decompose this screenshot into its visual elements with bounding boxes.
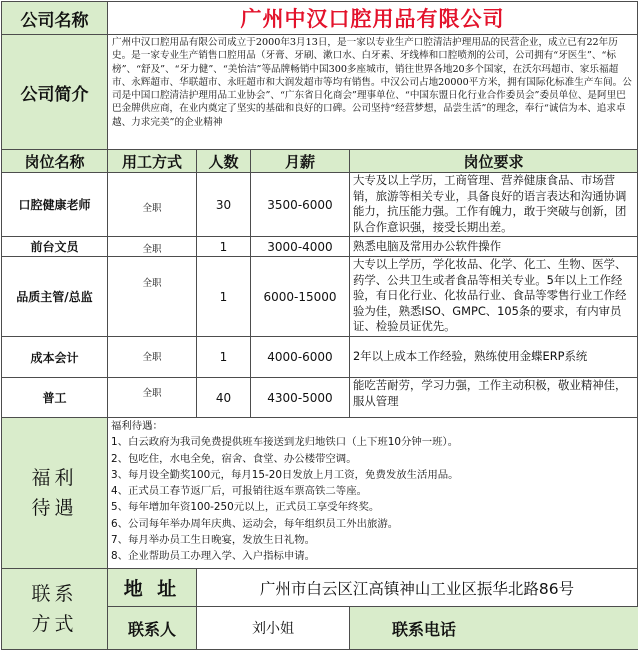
- company-name-label: 公司名称: [2, 2, 108, 35]
- company-intro-row: [2, 35, 638, 150]
- jobs-header-row: [2, 150, 638, 173]
- address-label: 地 址: [108, 569, 197, 607]
- job-row: [2, 378, 638, 418]
- benefits-label: [2, 418, 108, 569]
- job-row: [2, 257, 638, 337]
- benefit-item: 8、企业帮助员工办理入学、入户指标申请。: [111, 550, 316, 563]
- company-intro-label: 公司简介: [2, 35, 108, 150]
- contact-person-label: 联系人: [108, 607, 197, 650]
- job-row: [2, 337, 638, 378]
- job-salary: 4300-5000: [251, 378, 350, 418]
- contact-label-line1: 联系: [31, 583, 78, 605]
- job-salary: 3500-6000: [251, 173, 350, 237]
- col-header-salary: 月薪: [251, 150, 350, 173]
- address-row: [2, 569, 638, 607]
- job-type: 全职: [108, 378, 197, 418]
- benefits-list: [108, 418, 638, 569]
- job-type: 全职: [108, 257, 197, 337]
- job-type: 全职: [108, 337, 197, 378]
- job-position: 成本会计: [2, 337, 108, 378]
- job-type: 全职: [108, 237, 197, 257]
- job-salary: 6000-15000: [251, 257, 350, 337]
- job-count: 1: [197, 257, 251, 337]
- benefit-item: 4、正式员工春节返厂后，可报销往返车票高铁二等座。: [111, 485, 367, 498]
- benefit-item: 7、每月举办员工生日晚宴，发放生日礼物。: [111, 534, 316, 547]
- job-position: 品质主管/总监: [2, 257, 108, 337]
- job-count: 1: [197, 237, 251, 257]
- job-requirements: 熟悉电脑及常用办公软件操作: [350, 237, 638, 257]
- contact-label: [2, 569, 108, 650]
- job-requirements: 大专以上学历，学化妆品、化学、化工、生物、医学、药学、公共卫生或者食品等相关专业。5年以上工作经验，有日化行业、化妆品行业、食品等零售行业工作经验为佳，熟悉ISO、GMPC、105条的要求，有内审员证、检验员证优先。: [350, 257, 638, 337]
- job-count: 30: [197, 173, 251, 237]
- job-requirements: 2年以上成本工作经验，熟练使用金蝶ERP系统: [350, 337, 638, 378]
- benefits-row: [2, 418, 638, 569]
- job-row: [2, 173, 638, 237]
- benefit-item: 3、每月设全勤奖100元，每月15-20日发放上月工资，免费发放生活用品。: [111, 468, 459, 481]
- job-row: [2, 237, 638, 257]
- job-position: 普工: [2, 378, 108, 418]
- job-type: 全职: [108, 173, 197, 237]
- address-value: 广州市白云区江高镇神山工业区振华北路86号: [197, 569, 638, 607]
- job-requirements: 能吃苦耐劳，学习力强，工作主动积极，敬业精神佳，服从管理: [350, 378, 638, 418]
- benefit-item: 福利待遇：: [111, 420, 163, 432]
- job-count: 1: [197, 337, 251, 378]
- job-salary: 3000-4000: [251, 237, 350, 257]
- job-position: 口腔健康老师: [2, 173, 108, 237]
- col-header-type: 用工方式: [108, 150, 197, 173]
- benefit-item: 5、每年增加年资100-250元以上，正式员工享受年终奖。: [111, 501, 380, 514]
- col-header-position: 岗位名称: [2, 150, 108, 173]
- job-salary: 4000-6000: [251, 337, 350, 378]
- contact-label-line2: 方式: [31, 613, 78, 635]
- benefit-item: 2、包吃住，水电全免，宿舍、食堂、办公楼带空调。: [111, 452, 357, 465]
- col-header-count: 人数: [197, 150, 251, 173]
- job-position: 前台文员: [2, 237, 108, 257]
- benefits-label-line1: 福利: [31, 467, 78, 489]
- company-name-row: [2, 2, 638, 35]
- contact-phone-label: 联系电话: [350, 607, 638, 650]
- contact-person-value: 刘小姐: [197, 607, 350, 650]
- company-name: 广州中汉口腔用品有限公司: [108, 2, 638, 35]
- company-intro-text: 广州中汉口腔用品有限公司成立于2000年3月13日，是一家以专业生产口腔清洁护理用品的民营企业，成立已有22年历史。是一家专业生产销售口腔用品（牙膏、牙刷、漱口水、白牙素、牙线棒和口腔喷剂的公司，公司拥有“牙医生”、“标榜”、“舒及”、“牙力健”、“美怡洁”等品牌畅销中国300多座城市，销往世界各地20多个国家，在沃尔玛超市、家乐福超市、永辉超市、华联超市、永旺超市和大润发超市等均有销售。中汉公司占地20000平方米，拥有国际化标准生产车间。公司是中国口腔清洁护理用品工业协会”、“广东省日化商会”理事单位、“中国东盟日化行业合作委员会”委员单位、是阿里巴巴金牌供应商，在业内奠定了坚实的基础和良好的口碑。公司坚持“经营梦想，品尝生活”的理念，奉行“诚信为本、追求卓越、力求完美”的企业精神: [108, 35, 638, 150]
- job-count: 40: [197, 378, 251, 418]
- benefit-item: 1、白云政府为我司免费提供班车接送到龙归地铁口（上下班10分钟一班）。: [111, 436, 459, 449]
- col-header-requirements: 岗位要求: [350, 150, 638, 173]
- recruitment-table: [1, 1, 638, 650]
- job-requirements: 大专及以上学历，工商管理、营养健康食品、市场营销，旅游等相关专业，具备良好的语言表达和沟通协调能力，抗压能力强。工作有魄力，敢于突破与创新，团队合作意识强，接受长期出差。: [350, 173, 638, 237]
- benefit-item: 6、公司每年举办周年庆典、运动会，每年组织员工外出旅游。: [111, 517, 399, 530]
- recruitment-sheet: [1, 1, 637, 654]
- benefits-label-line2: 待遇: [31, 497, 78, 519]
